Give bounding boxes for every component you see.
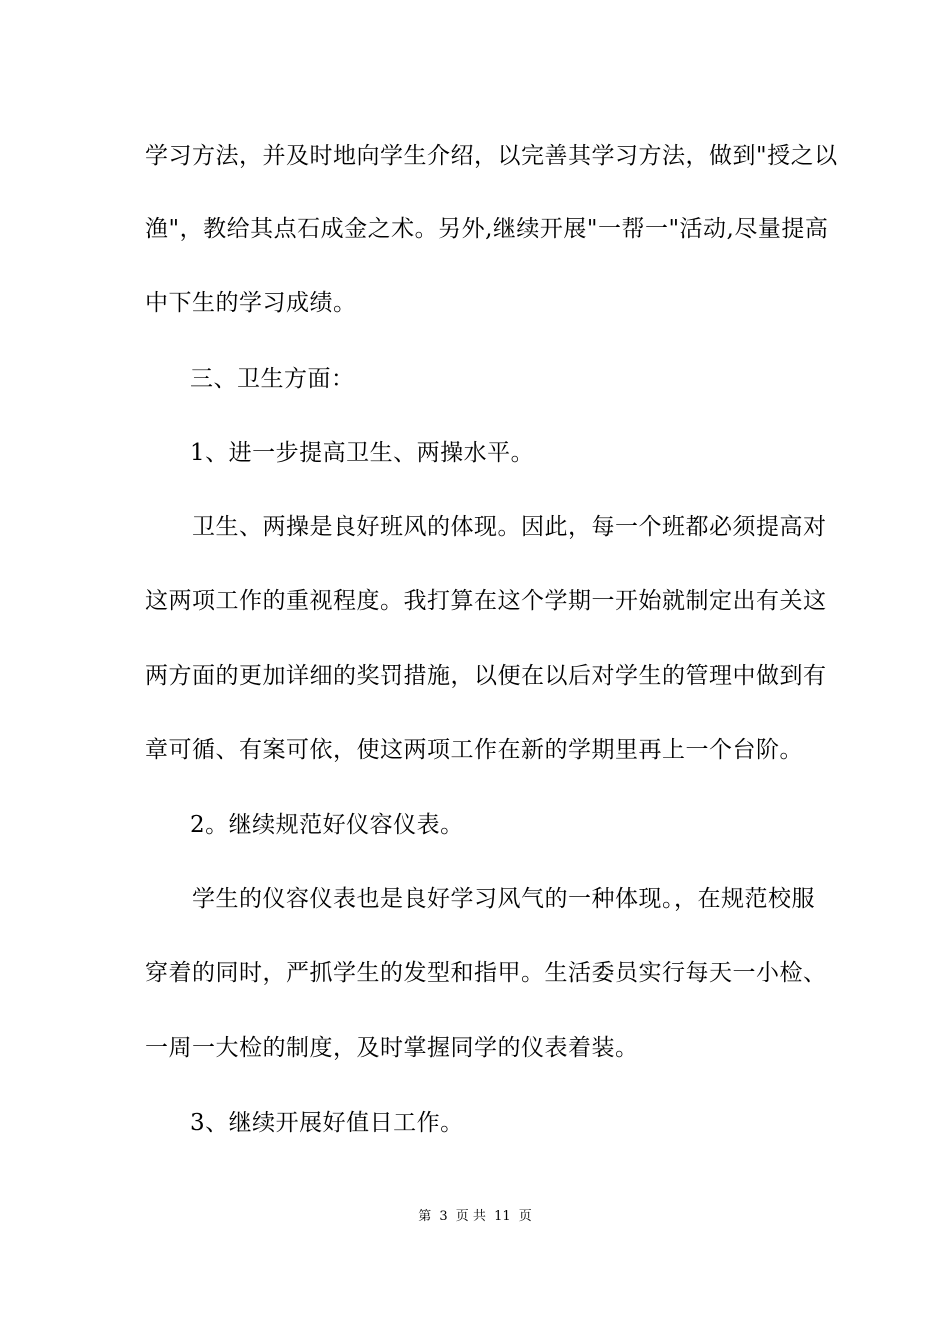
- text-line: 穿着的同时，严抓学生的发型和指甲。生活委员实行每天一小检、: [145, 960, 827, 986]
- text-line: 中下生的学习成绩。: [145, 290, 357, 316]
- text-line: 卫生、两操是良好班风的体现。因此，每一个班都必须提高对: [192, 514, 827, 540]
- text-line: 这两项工作的重视程度。我打算在这个学期一开始就制定出有关这: [145, 588, 827, 614]
- text-line: 渔"，教给其点石成金之术。另外,继续开展"一帮一"活动,尽量提高: [145, 216, 829, 242]
- subsection-heading: 2。继续规范好仪容仪表。: [190, 812, 464, 838]
- section-heading: 三、卫生方面：: [190, 366, 355, 392]
- text-line: 学生的仪容仪表也是良好学习风气的一种体现。，在规范校服: [192, 886, 815, 912]
- text-line: 两方面的更加详细的奖罚措施，以便在以后对学生的管理中做到有: [145, 663, 827, 689]
- footer-suffix: 页: [518, 1209, 532, 1224]
- footer-total-pages: 11: [494, 1209, 511, 1224]
- footer-prefix: 第: [418, 1209, 432, 1224]
- subsection-heading: 3、继续开展好值日工作。: [190, 1110, 464, 1136]
- footer-middle: 页 共: [455, 1209, 486, 1224]
- subsection-heading: 1、进一步提高卫生、两操水平。: [190, 440, 535, 466]
- text-line: 章可循、有案可依，使这两项工作在新的学期里再上一个台阶。: [145, 737, 803, 763]
- text-line: 学习方法，并及时地向学生介绍，以完善其学习方法，做到"授之以: [145, 143, 838, 169]
- text-line: 一周一大检的制度，及时掌握同学的仪表着装。: [145, 1035, 639, 1061]
- page-footer: [0, 1208, 950, 1226]
- footer-current-page: 3: [439, 1209, 448, 1224]
